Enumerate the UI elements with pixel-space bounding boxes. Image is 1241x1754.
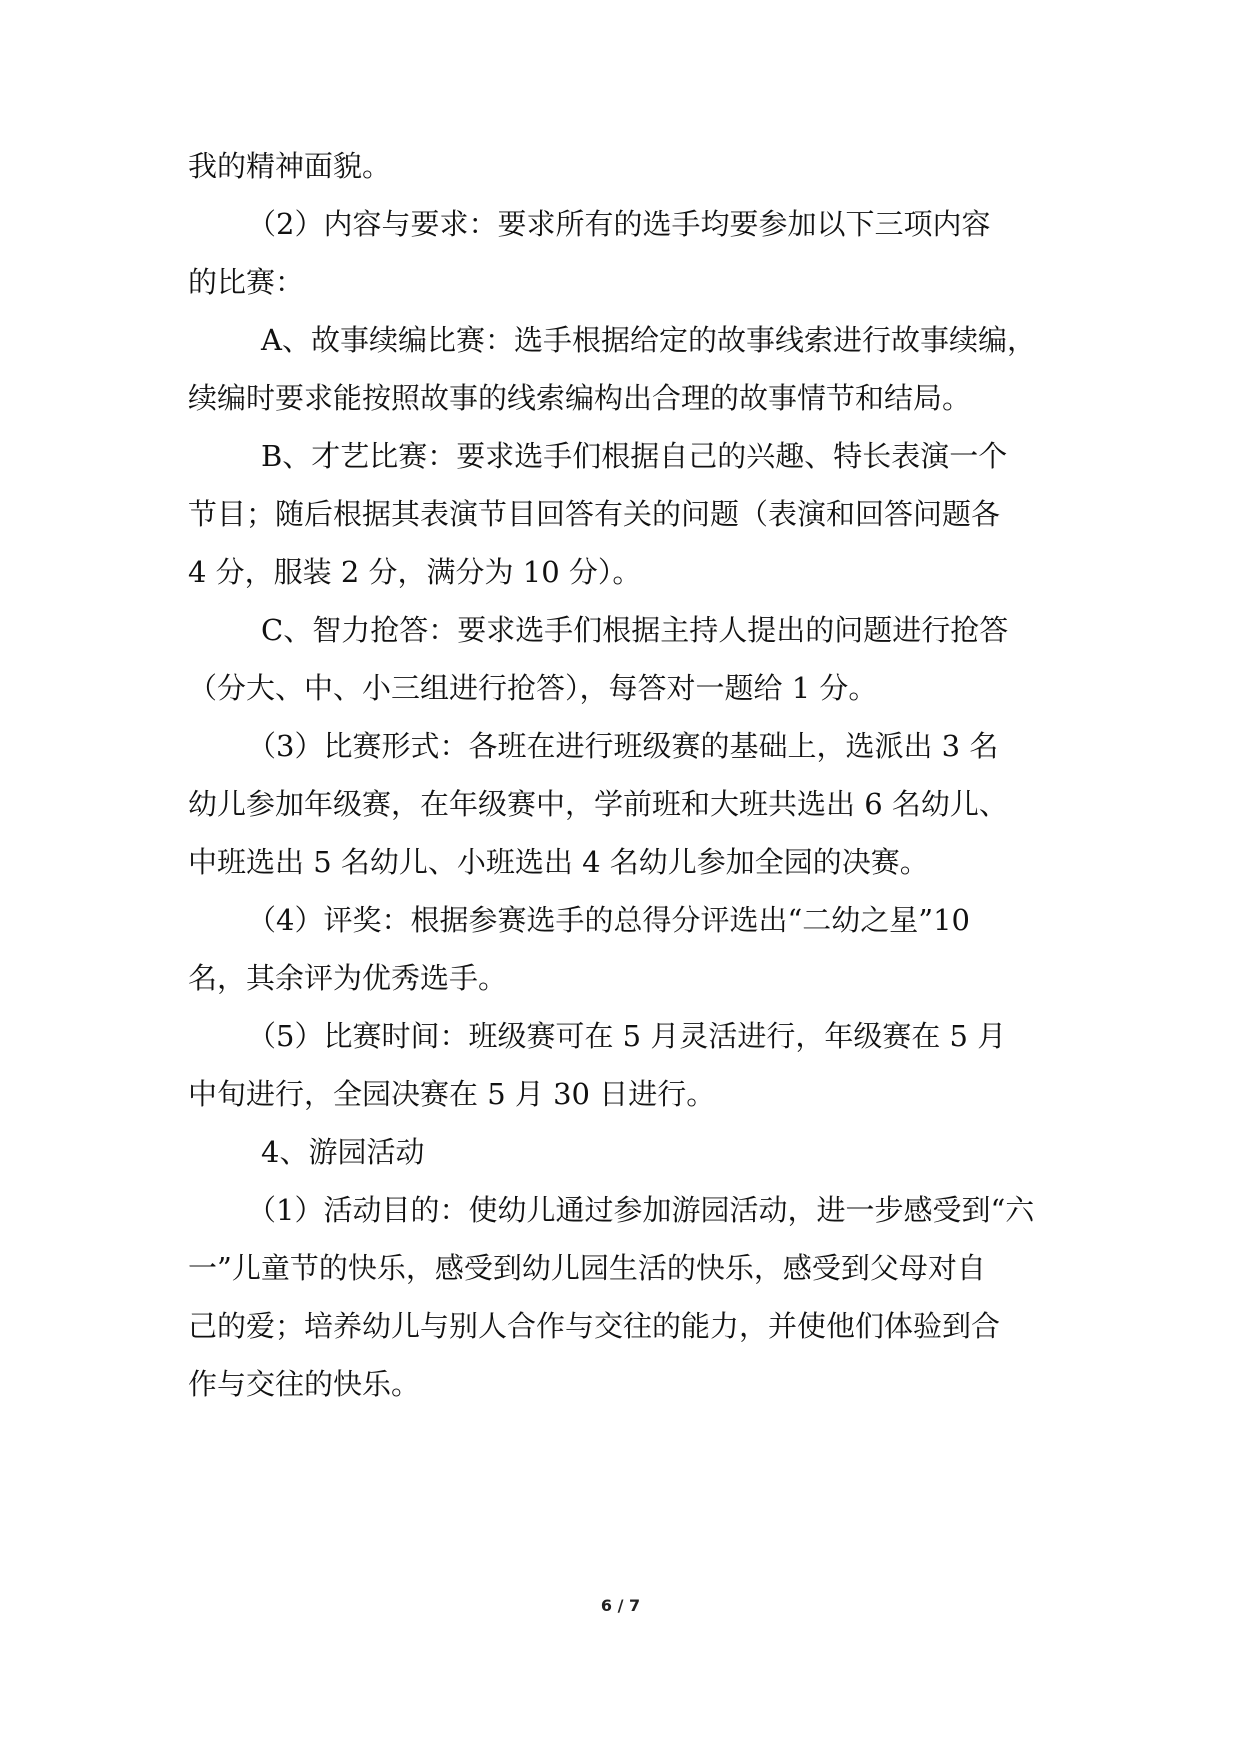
text-line: 幼儿参加年级赛，在年级赛中，学前班和大班共选出 6 名幼儿、 bbox=[188, 787, 1008, 821]
text-line: 己的爱；培养幼儿与别人合作与交往的能力，并使他们体验到合 bbox=[188, 1309, 1001, 1343]
text-line: B、才艺比赛：要求选手们根据自己的兴趣、特长表演一个 bbox=[261, 439, 1008, 473]
text-line: 名，其余评为优秀选手。 bbox=[188, 961, 508, 995]
text-line: C、智力抢答：要求选手们根据主持人提出的问题进行抢答 bbox=[261, 613, 1009, 647]
text-line: （2）内容与要求：要求所有的选手均要参加以下三项内容 bbox=[247, 207, 991, 241]
text-line: 续编时要求能按照故事的线索编构出合理的故事情节和结局。 bbox=[188, 381, 972, 415]
text-line: 一”儿童节的快乐，感受到幼儿园生活的快乐，感受到父母对自 bbox=[188, 1251, 986, 1285]
text-line: 中班选出 5 名幼儿、小班选出 4 名幼儿参加全园的决赛。 bbox=[188, 845, 929, 879]
text-line: 4 分，服装 2 分，满分为 10 分）。 bbox=[188, 555, 642, 589]
text-line: （3）比赛形式：各班在进行班级赛的基础上，选派出 3 名 bbox=[247, 729, 999, 763]
text-line: 的比赛： bbox=[188, 265, 305, 299]
page-number: 6 / 7 bbox=[600, 1596, 641, 1615]
text-line: 中旬进行，全园决赛在 5 月 30 日进行。 bbox=[188, 1077, 716, 1111]
text-line: 节目；随后根据其表演节目回答有关的问题（表演和回答问题各 bbox=[188, 497, 1001, 531]
text-line: （5）比赛时间：班级赛可在 5 月灵活进行，年级赛在 5 月 bbox=[247, 1019, 1007, 1053]
text-line: （分大、中、小三组进行抢答），每答对一题给 1 分。 bbox=[188, 671, 878, 705]
text-line: （4）评奖：根据参赛选手的总得分评选出“二幼之星”10 bbox=[247, 903, 971, 937]
text-line: 作与交往的快乐。 bbox=[188, 1367, 421, 1401]
text-line: A、故事续编比赛：选手根据给定的故事线索进行故事续编， bbox=[261, 323, 1036, 357]
text-line: 我的精神面貌。 bbox=[188, 149, 392, 183]
section-heading: 4、游园活动 bbox=[261, 1135, 425, 1169]
text-line: （1）活动目的：使幼儿通过参加游园活动，进一步感受到“六 bbox=[247, 1193, 1035, 1227]
